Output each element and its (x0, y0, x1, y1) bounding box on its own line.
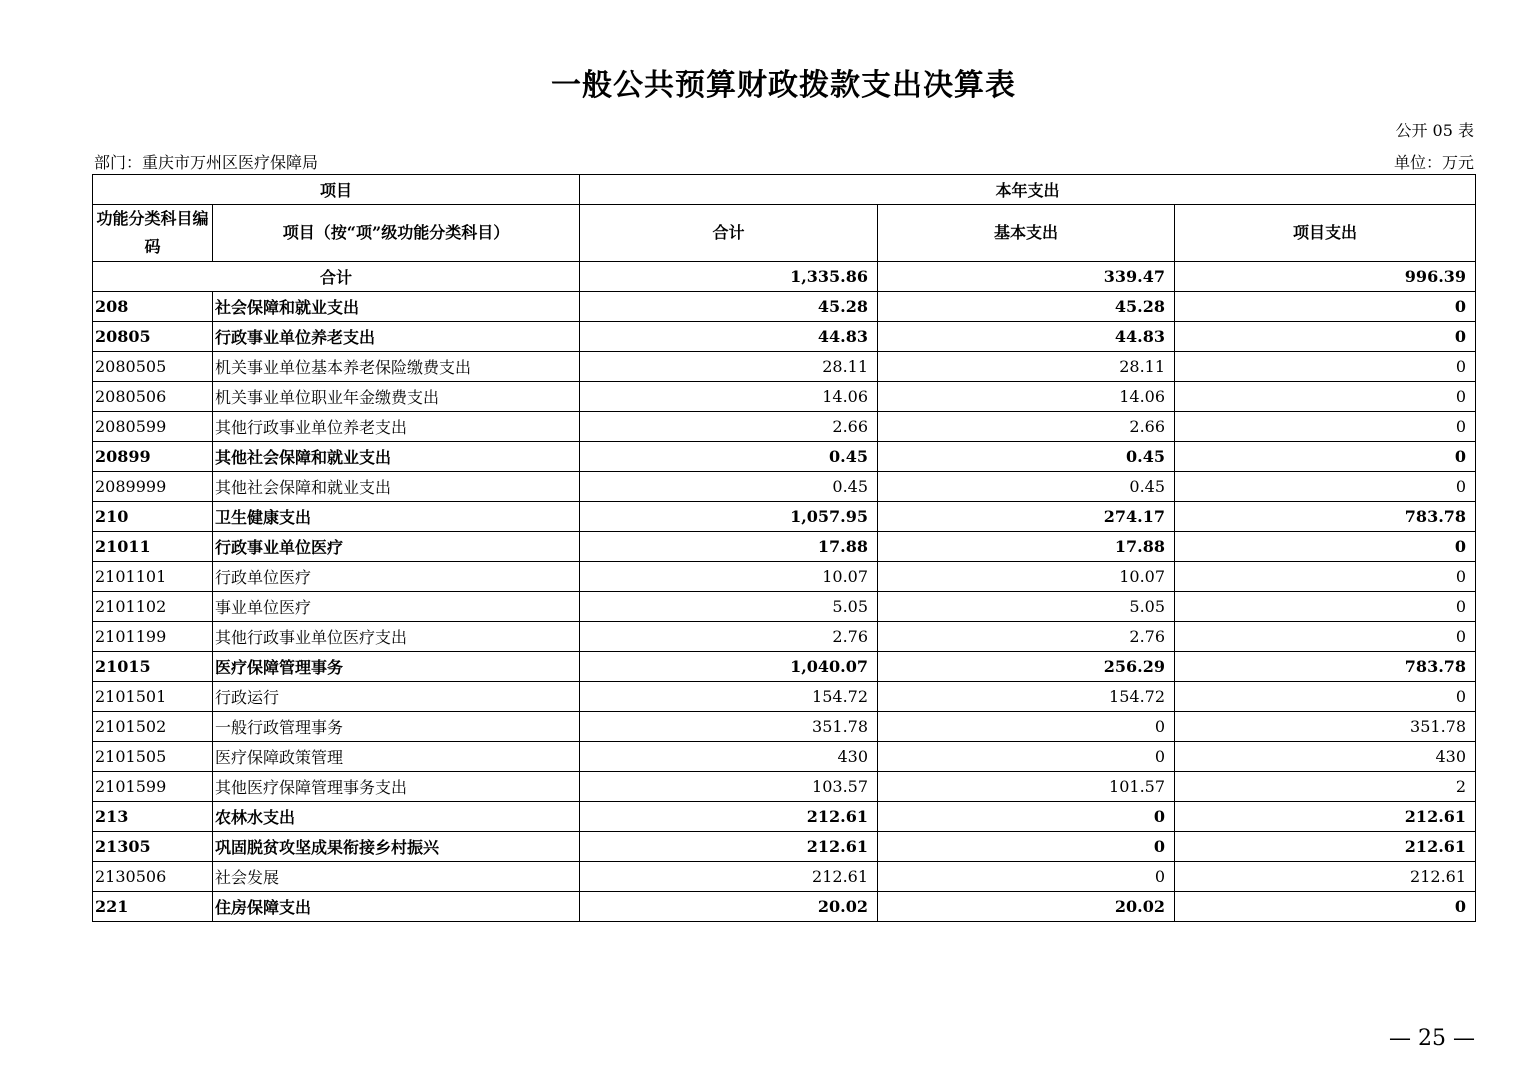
row-basic: 17.88 (878, 532, 1175, 562)
header-basic: 基本支出 (878, 205, 1175, 262)
table-row (93, 892, 1476, 922)
row-code: 2101501 (93, 682, 213, 712)
total-label: 合计 (93, 262, 580, 292)
row-basic: 0 (878, 802, 1175, 832)
row-code: 21305 (93, 832, 213, 862)
row-total: 212.61 (580, 832, 878, 862)
table-row (93, 682, 1476, 712)
header-current-year: 本年支出 (580, 175, 1476, 205)
row-name: 行政事业单位养老支出 (213, 322, 580, 352)
page-title: 一般公共预算财政拨款支出决算表 (551, 68, 1016, 103)
row-project: 0 (1175, 622, 1476, 652)
row-name: 其他行政事业单位医疗支出 (213, 622, 580, 652)
page-number: — 25 — (1389, 1026, 1475, 1051)
row-name: 一般行政管理事务 (213, 712, 580, 742)
table-row (93, 712, 1476, 742)
row-basic: 10.07 (878, 562, 1175, 592)
row-total: 10.07 (580, 562, 878, 592)
row-name: 农林水支出 (213, 802, 580, 832)
row-project: 0 (1175, 472, 1476, 502)
row-project: 212.61 (1175, 802, 1476, 832)
row-total: 5.05 (580, 592, 878, 622)
row-project: 430 (1175, 742, 1476, 772)
row-name: 社会发展 (213, 862, 580, 892)
row-project: 0 (1175, 412, 1476, 442)
row-basic: 5.05 (878, 592, 1175, 622)
row-code: 2101199 (93, 622, 213, 652)
row-name: 住房保障支出 (213, 892, 580, 922)
table-row (93, 562, 1476, 592)
row-total: 2.76 (580, 622, 878, 652)
row-total: 14.06 (580, 382, 878, 412)
department-label: 部门：重庆市万州区医疗保障局 (94, 153, 319, 172)
row-code: 221 (93, 892, 213, 922)
row-name: 其他行政事业单位养老支出 (213, 412, 580, 442)
table-row (93, 382, 1476, 412)
unit-label: 单位：万元 (1393, 153, 1474, 172)
row-code: 21011 (93, 532, 213, 562)
row-code: 210 (93, 502, 213, 532)
table-row (93, 622, 1476, 652)
row-name: 行政运行 (213, 682, 580, 712)
row-project: 0 (1175, 532, 1476, 562)
row-project: 0 (1175, 322, 1476, 352)
row-name: 机关事业单位基本养老保险缴费支出 (213, 352, 580, 382)
row-project: 212.61 (1175, 862, 1476, 892)
table-row (93, 832, 1476, 862)
row-name: 事业单位医疗 (213, 592, 580, 622)
table-row (93, 472, 1476, 502)
row-total: 2.66 (580, 412, 878, 442)
row-basic: 154.72 (878, 682, 1175, 712)
total-project: 996.39 (1175, 262, 1476, 292)
row-name: 机关事业单位职业年金缴费支出 (213, 382, 580, 412)
row-project: 783.78 (1175, 652, 1476, 682)
row-project: 0 (1175, 382, 1476, 412)
row-basic: 0 (878, 862, 1175, 892)
row-total: 351.78 (580, 712, 878, 742)
row-code: 20805 (93, 322, 213, 352)
row-code: 2101505 (93, 742, 213, 772)
total-basic: 339.47 (878, 262, 1175, 292)
row-code: 21015 (93, 652, 213, 682)
row-basic: 0 (878, 832, 1175, 862)
row-total: 17.88 (580, 532, 878, 562)
row-code: 2130506 (93, 862, 213, 892)
form-number: 公开 05 表 (1395, 121, 1474, 140)
row-basic: 20.02 (878, 892, 1175, 922)
row-total: 0.45 (580, 442, 878, 472)
table-row (93, 292, 1476, 322)
row-basic: 45.28 (878, 292, 1175, 322)
row-code: 208 (93, 292, 213, 322)
row-code: 2080505 (93, 352, 213, 382)
row-name: 卫生健康支出 (213, 502, 580, 532)
row-name: 社会保障和就业支出 (213, 292, 580, 322)
table-row (93, 802, 1476, 832)
row-name: 其他社会保障和就业支出 (213, 472, 580, 502)
row-total: 1,040.07 (580, 652, 878, 682)
row-total: 212.61 (580, 862, 878, 892)
row-project: 2 (1175, 772, 1476, 802)
total-sum: 1,335.86 (580, 262, 878, 292)
row-basic: 14.06 (878, 382, 1175, 412)
row-basic: 0.45 (878, 442, 1175, 472)
row-basic: 274.17 (878, 502, 1175, 532)
row-name: 医疗保障管理事务 (213, 652, 580, 682)
row-project: 0 (1175, 892, 1476, 922)
table-row (93, 862, 1476, 892)
row-name: 巩固脱贫攻坚成果衔接乡村振兴 (213, 832, 580, 862)
table-row (93, 352, 1476, 382)
row-project: 0 (1175, 442, 1476, 472)
row-project: 0 (1175, 682, 1476, 712)
row-project: 0 (1175, 592, 1476, 622)
table-row (93, 322, 1476, 352)
table-row (93, 772, 1476, 802)
row-code: 2080506 (93, 382, 213, 412)
row-basic: 0 (878, 712, 1175, 742)
row-total: 430 (580, 742, 878, 772)
row-name: 行政事业单位医疗 (213, 532, 580, 562)
row-total: 44.83 (580, 322, 878, 352)
row-total: 212.61 (580, 802, 878, 832)
row-code: 2101502 (93, 712, 213, 742)
table-row (93, 412, 1476, 442)
row-total: 45.28 (580, 292, 878, 322)
row-total: 0.45 (580, 472, 878, 502)
row-total: 1,057.95 (580, 502, 878, 532)
row-basic: 44.83 (878, 322, 1175, 352)
row-total: 20.02 (580, 892, 878, 922)
header-code: 功能分类科目编码 (93, 205, 213, 262)
row-basic: 256.29 (878, 652, 1175, 682)
row-name: 行政单位医疗 (213, 562, 580, 592)
row-project: 0 (1175, 292, 1476, 322)
row-name: 医疗保障政策管理 (213, 742, 580, 772)
row-project: 0 (1175, 352, 1476, 382)
header-project-expense: 项目支出 (1175, 205, 1476, 262)
header-item-name: 项目（按“项”级功能分类科目） (213, 205, 580, 262)
row-total: 28.11 (580, 352, 878, 382)
row-code: 2101101 (93, 562, 213, 592)
row-basic: 2.76 (878, 622, 1175, 652)
budget-table (92, 174, 1476, 922)
table-row (93, 742, 1476, 772)
table-row (93, 502, 1476, 532)
row-code: 2089999 (93, 472, 213, 502)
row-basic: 0 (878, 742, 1175, 772)
row-project: 783.78 (1175, 502, 1476, 532)
table-row (93, 442, 1476, 472)
header-project: 项目 (93, 175, 580, 205)
row-total: 154.72 (580, 682, 878, 712)
row-basic: 101.57 (878, 772, 1175, 802)
table-row (93, 652, 1476, 682)
row-basic: 2.66 (878, 412, 1175, 442)
row-code: 2080599 (93, 412, 213, 442)
header-total: 合计 (580, 205, 878, 262)
row-code: 2101102 (93, 592, 213, 622)
row-code: 2101599 (93, 772, 213, 802)
row-name: 其他社会保障和就业支出 (213, 442, 580, 472)
row-name: 其他医疗保障管理事务支出 (213, 772, 580, 802)
table-row (93, 592, 1476, 622)
header-row-2 (93, 205, 1476, 262)
total-row (93, 262, 1476, 292)
row-code: 20899 (93, 442, 213, 472)
row-project: 212.61 (1175, 832, 1476, 862)
row-project: 351.78 (1175, 712, 1476, 742)
row-total: 103.57 (580, 772, 878, 802)
row-project: 0 (1175, 562, 1476, 592)
table-row (93, 532, 1476, 562)
row-code: 213 (93, 802, 213, 832)
header-row-1 (93, 175, 1476, 205)
row-basic: 0.45 (878, 472, 1175, 502)
row-basic: 28.11 (878, 352, 1175, 382)
